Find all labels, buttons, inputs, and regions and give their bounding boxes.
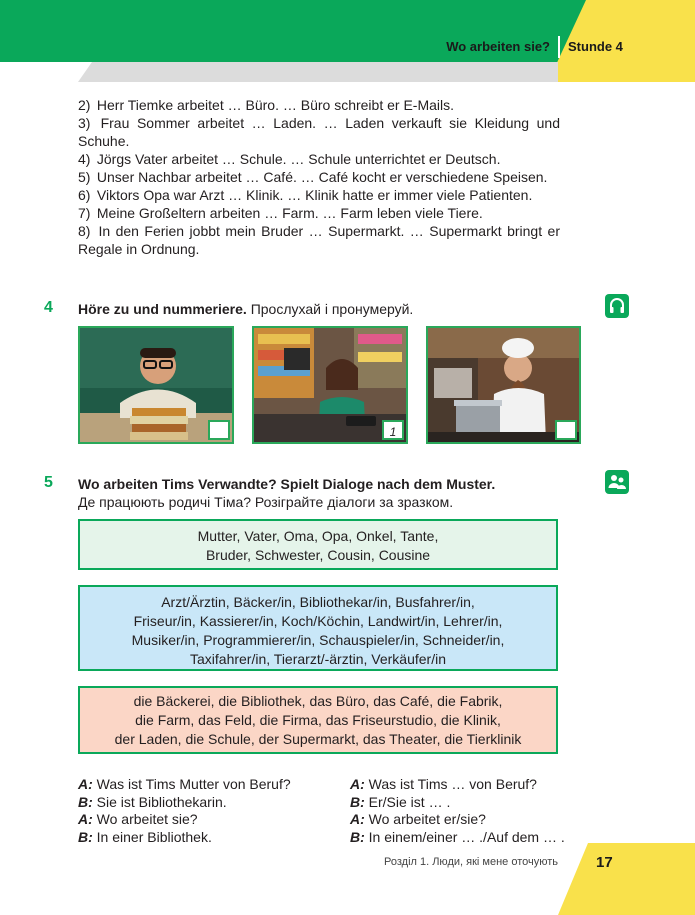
exercise-4-number: 4	[44, 299, 53, 316]
places-box: die Bäckerei, die Bibliothek, das Büro, das Café, die Fabrik, die Farm, das Feld, die Firma, das Friseurstudio, die Klinik, der Laden, die Schule, der Supermarkt, das Theater, die Tierklinik	[78, 686, 558, 754]
family-words-box: Mutter, Vater, Oma, Opa, Onkel, Tante, Bruder, Schwester, Cousin, Cousine	[78, 519, 558, 570]
dialog-line: B: In einer Bibliothek.	[78, 828, 212, 845]
pair-work-icon	[605, 470, 629, 494]
headphones-icon	[605, 294, 629, 318]
dialog-line: B: Er/Sie ist … .	[350, 793, 451, 810]
dialog-line: B: Sie ist Bibliothekarin.	[78, 793, 227, 810]
dialog-line: B: In einem/einer … ./Auf dem … .	[350, 828, 565, 845]
sentence-item: 2) Herr Tiemke arbeitet … Büro. … Büro schreibt er E-Mails.	[78, 97, 454, 113]
dialog-line: A: Was ist Tims … von Beruf?	[350, 776, 537, 792]
sentence-item: 5) Unser Nachbar arbeitet … Café. … Café kocht er verschiedene Speisen.	[78, 169, 548, 185]
photo-teacher	[78, 326, 234, 444]
template-dialog	[350, 776, 565, 846]
exercise-4-title: Höre zu und nummeriere. Прослухай і пронумеруй.	[78, 301, 414, 317]
exercise-3-sentences	[78, 96, 560, 258]
sentence-item: 8) In den Ferien jobbt mein Bruder … Supermarkt. … Supermarkt bringt er Regale in Ordnung.	[78, 223, 561, 257]
exercise-5-title: Wo arbeiten Tims Verwandte? Spielt Dialoge nach dem Muster. Де працюють родичі Тіма? Розіграйте діалоги за зразком.	[78, 476, 496, 510]
dialog-line: A: Was ist Tims Mutter von Beruf?	[78, 776, 291, 792]
page-number: 17	[596, 854, 613, 871]
photo-chef	[426, 326, 581, 444]
answer-box[interactable]	[555, 420, 577, 440]
dialog-line: A: Wo arbeitet sie?	[78, 811, 198, 827]
dialog-line: A: Wo arbeitet er/sie?	[350, 811, 486, 827]
exercise-5-number: 5	[44, 474, 53, 491]
lesson-label: Stunde 4	[568, 39, 623, 54]
header-stripe	[78, 62, 558, 82]
sentence-item: 7) Meine Großeltern arbeiten … Farm. … Farm leben viele Tiere.	[78, 205, 483, 221]
answer-box[interactable]	[208, 420, 230, 440]
photo-cashier	[252, 326, 408, 444]
sentence-item: 6) Viktors Opa war Arzt … Klinik. … Klinik hatte er immer viele Patienten.	[78, 187, 533, 203]
topic-title: Wo arbeiten sie?	[446, 39, 550, 54]
section-title: Розділ 1. Люди, які мене оточують	[384, 856, 558, 868]
sentence-item: 4) Jörgs Vater arbeitet … Schule. … Schule unterrichtet er Deutsch.	[78, 151, 501, 167]
professions-box: Arzt/Ärztin, Bäcker/in, Bibliothekar/in, Busfahrer/in, Friseur/in, Kassierer/in, Koch/Köchin, Landwirt/in, Lehrer/in, Musiker/in, Programmierer/in, Schauspieler/in, Schneider/in, Taxifahrer/in, Tierarzt/-ärztin, Verkäufer/in	[78, 585, 558, 671]
header-divider	[558, 36, 560, 58]
sentence-item: 3) Frau Sommer arbeitet … Laden. … Laden verkauft sie Kleidung und Schuhe.	[78, 115, 560, 149]
answer-box[interactable]: 1	[382, 420, 404, 440]
footer-corner	[558, 843, 695, 915]
sample-dialog	[78, 776, 291, 846]
